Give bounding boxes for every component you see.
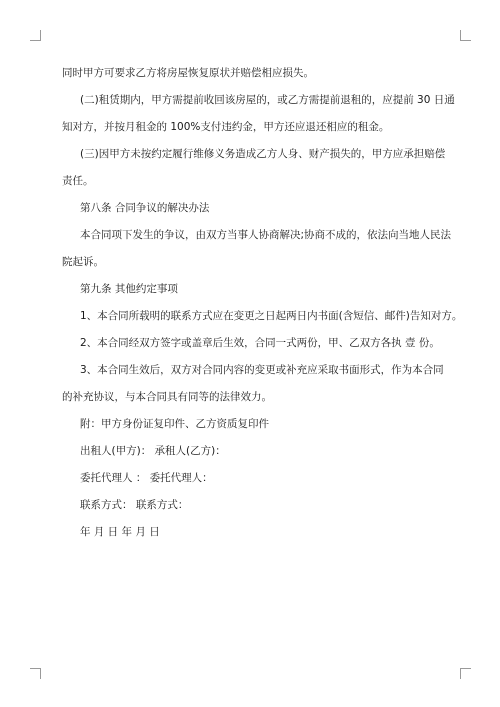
section-heading: 第九条 其他约定事项 <box>80 283 178 295</box>
paragraph-line: 的补充协议，与本合同具有同等的法律效力。 <box>62 391 272 403</box>
paragraph-line: 3、本合同生效后，双方对合同内容的变更或补充应采取书面形式，作为本合同 <box>80 364 444 376</box>
date-line: 年 月 日 年 月 日 <box>80 526 160 538</box>
crop-mark-top-right <box>460 30 471 41</box>
paragraph-line: (二)租赁期内，甲方需提前收回该房屋的，或乙方需提前退租的，应提前 30 日通 <box>80 94 455 106</box>
crop-mark-bottom-left <box>30 668 41 679</box>
crop-mark-bottom-right <box>460 668 471 679</box>
paragraph-line: 2、本合同经双方签字或盖章后生效，合同一式两份，甲、乙双方各执 壹 份。 <box>80 337 440 349</box>
paragraph-line: 院起诉。 <box>62 256 104 268</box>
signature-line: 联系方式： 联系方式： <box>80 499 189 511</box>
section-heading: 第八条 合同争议的解决办法 <box>80 202 210 214</box>
paragraph-line: (三)因甲方未按约定履行维修义务造成乙方人身、财产损失的，甲方应承担赔偿 <box>80 148 446 160</box>
signature-line: 出租人(甲方)： 承租人(乙方)： <box>80 445 226 457</box>
crop-mark-top-left <box>30 30 41 41</box>
paragraph-line: 同时甲方可要求乙方将房屋恢复原状并赔偿相应损失。 <box>62 67 314 79</box>
document-body <box>62 66 463 539</box>
paragraph-line: 1、本合同所载明的联系方式应在变更之日起两日内书面(含短信、邮件)告知对方。 <box>80 310 463 322</box>
paragraph-line: 知对方，并按月租金的 100%支付违约金，甲方还应退还相应的租金。 <box>62 121 390 133</box>
paragraph-line: 责任。 <box>62 175 94 187</box>
attachment-line: 附：甲方身份证复印件、乙方资质复印件 <box>80 418 269 430</box>
signature-line: 委托代理人 ： 委托代理人： <box>80 472 213 484</box>
paragraph-line: 本合同项下发生的争议，由双方当事人协商解决;协商不成的，依法向当地人民法 <box>80 229 452 241</box>
